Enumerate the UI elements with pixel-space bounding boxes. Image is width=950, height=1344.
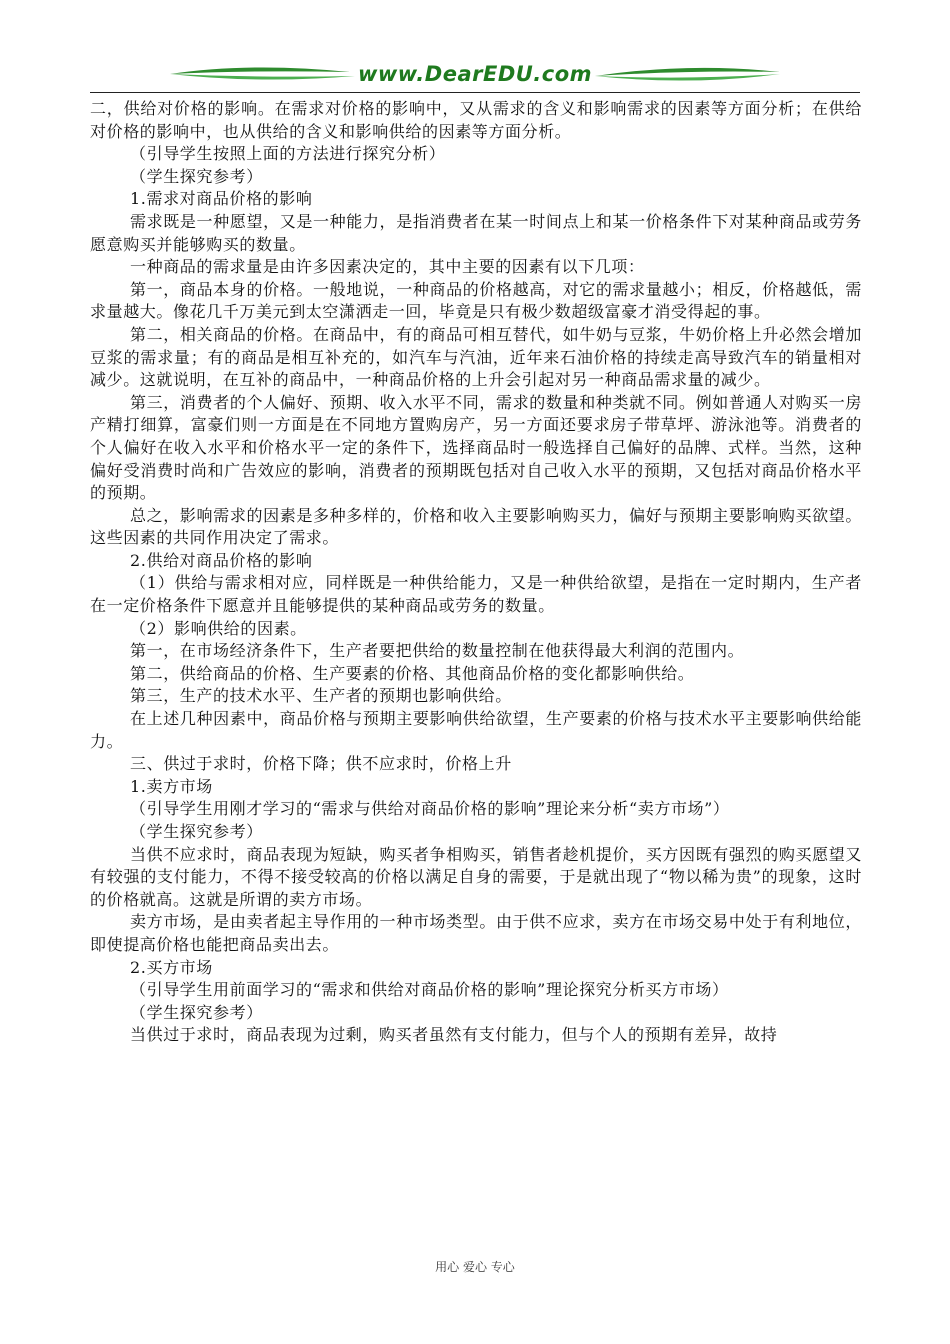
header-rule — [90, 92, 860, 93]
paragraph: 一种商品的需求量是由许多因素决定的，其中主要的因素有以下几项： — [130, 257, 645, 277]
page-footer: 用心 爱心 专心 — [435, 1260, 515, 1274]
section-heading: 1.卖方市场 — [130, 776, 213, 796]
paragraph: （学生探究参考） — [130, 822, 263, 841]
paragraph: （学生探究参考） — [130, 1002, 263, 1022]
paragraph: 第一，商品本身的价格。一般地说，一种商品的价格越高，对它的需求量越小；相反，价格越低，需求量越大。像花几千万美元到太空潇洒走一回，毕竟是只有极少数超级富豪才消受得起的事。 — [90, 279, 862, 322]
paragraph: （2）影响供给的因素。 — [130, 618, 307, 638]
paragraph: 当供过于求时，商品表现为过剩，购买者虽然有支付能力，但与个人的预期有差异，故持 — [130, 1025, 778, 1045]
paragraph: （引导学生用前面学习的“需求和供给对商品价格的影响”理论探究分析买方市场） — [130, 980, 729, 1000]
paragraph: 第三，消费者的个人偏好、预期、收入水平不同，需求的数量和种类就不同。例如普通人对购买一房产精打细算，富豪们则一方面是在不同地方置购房产，另一方面还要求房子带草坪、游泳池等。消费者的个人偏好在收入水平和价格水平一定的条件下，选择商品时一般选择自己偏好的品牌、式样。当然，这种偏好受消费时尚和广告效应的影响，消费者的预期既包括对自己收入水平的预期，又包括对商品价格水平的预期。 — [90, 392, 862, 503]
paragraph: 第二，供给商品的价格、生产要素的价格、其他商品价格的变化都影响供给。 — [130, 663, 695, 683]
paragraph: （引导学生用刚才学习的“需求与供给对商品价格的影响”理论来分析“卖方市场”） — [130, 799, 730, 819]
paragraph: 第三，生产的技术水平、生产者的预期也影响供给。 — [130, 686, 512, 706]
paragraph: 总之，影响需求的因素是多种多样的，价格和收入主要影响购买力，偏好与预期主要影响购买欲望。这些因素的共同作用决定了需求。 — [90, 505, 862, 548]
section-heading: 1.需求对商品价格的影响 — [130, 189, 313, 209]
page-header — [90, 60, 860, 90]
paragraph: （1）供给与需求相对应，同样既是一种供给能力，又是一种供给欲望，是指在一定时期内，生产者在一定价格条件下愿意并且能够提供的某种商品或劳务的数量。 — [90, 573, 862, 616]
section-heading: 2.买方市场 — [130, 957, 213, 977]
section-heading: 2.供给对商品价格的影响 — [130, 550, 313, 570]
paragraph: 第一，在市场经济条件下，生产者要把供给的数量控制在他获得最大利润的范围内。 — [130, 641, 745, 661]
paragraph: 在上述几种因素中，商品价格与预期主要影响供给欲望，生产要素的价格与技术水平主要影响供给能力。 — [90, 709, 862, 751]
paragraph: 卖方市场，是由卖者起主导作用的一种市场类型。由于供不应求，卖方在市场交易中处于有利地位，即使提高价格也能把商品卖出去。 — [90, 912, 862, 954]
paragraph: 需求既是一种愿望，又是一种能力，是指消费者在某一时间点上和某一价格条件下对某种商品或劳务愿意购买并能够购买的数量。 — [90, 211, 862, 254]
paragraph: （引导学生按照上面的方法进行探究分析） — [130, 144, 446, 164]
document-body — [90, 98, 862, 1047]
paragraph: （学生探究参考） — [130, 166, 263, 186]
paragraph: 第二，相关商品的价格。在商品中，有的商品可相互替代，如牛奶与豆浆，牛奶价格上升必然会增加豆浆的需求量；有的商品是相互补充的，如汽车与汽油，近年来石油价格的持续走高导致汽车的销量相对减少。这就说明，在互补的商品中，一种商品价格的上升会引起对另一种商品需求量的减少。 — [90, 324, 862, 390]
paragraph: 当供不应求时，商品表现为短缺，购买者争相购买，销售者趁机提价，买方因既有强烈的购买愿望又有较强的支付能力，不得不接受较高的价格以满足自身的需要，于是就出现了“物以稀为贵”的现象，这时的价格就高。这就是所谓的卖方市场。 — [90, 844, 862, 909]
site-logo-text: www.DearEDU.com — [357, 62, 593, 86]
section-heading: 三、供过于求时，价格下降；供不应求时，价格上升 — [130, 754, 512, 774]
paragraph: 二，供给对价格的影响。在需求对价格的影响中，又从需求的含义和影响需求的因素等方面分析；在供给对价格的影响中，也从供给的含义和影响供给的因素等方面分析。 — [90, 99, 862, 141]
